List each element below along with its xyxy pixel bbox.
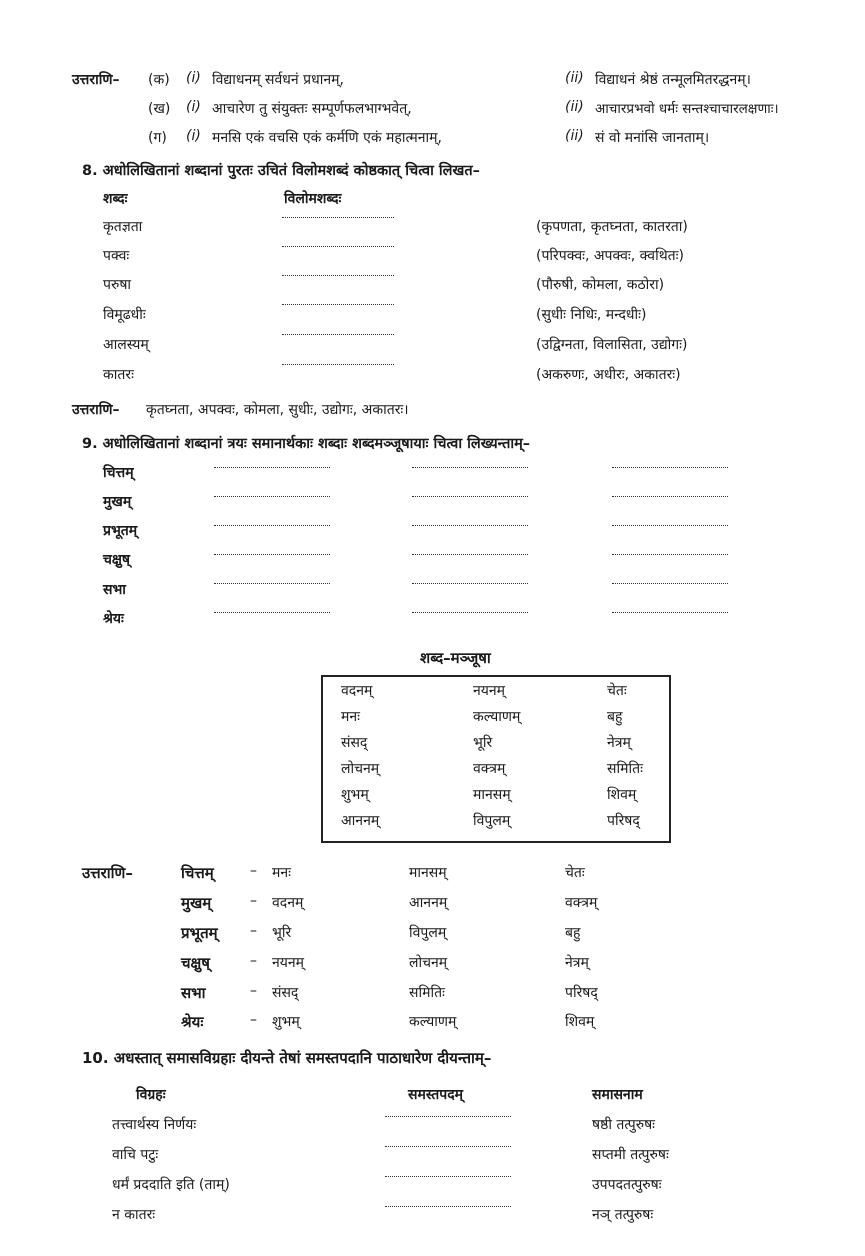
word-box-cell: विपुलम्	[473, 813, 511, 829]
answer-mark: (ख)	[148, 101, 171, 117]
q9-answer-c: चेतः	[565, 865, 585, 881]
answer-text: आचारप्रभवो धर्मः सन्तश्चाचारलक्षणाः।	[595, 101, 779, 117]
q9-answer-a: शुभम्	[272, 1014, 300, 1030]
q9-answer-word: मुखम्	[181, 894, 212, 912]
q9-blank[interactable]	[612, 495, 728, 497]
q8-col-word: शब्दः	[103, 191, 128, 207]
answer-mark: (ग)	[148, 130, 167, 146]
q8-word: आलस्यम्	[103, 337, 149, 353]
q9-blank[interactable]	[612, 553, 728, 555]
q9-answer-c: परिषद्	[565, 985, 598, 1001]
q9-answer-word: श्रेयः	[181, 1013, 204, 1031]
answer-text: मनसि एकं वचसि एकं कर्मणि एकं महात्मनाम्,	[212, 130, 443, 146]
q10-col-vigraha: विग्रहः	[136, 1087, 166, 1103]
answer-text: सं वो मनांसि जानताम्।	[595, 130, 710, 146]
q9-word: प्रभूतम्	[103, 523, 138, 539]
q9-blank[interactable]	[612, 524, 728, 526]
q8-answer-blank[interactable]	[282, 245, 394, 247]
q9-blank[interactable]	[412, 553, 528, 555]
q8-word: परुषा	[103, 277, 132, 293]
q9-answer-b: विपुलम्	[409, 925, 447, 941]
q9-answer-a: संसद्	[272, 985, 299, 1001]
answer-ii: (ii)	[565, 70, 584, 86]
q9-word: सभा	[103, 582, 126, 598]
q8-word: विमूढधीः	[103, 307, 146, 323]
q10-samasa-name: सप्तमी तत्पुरुषः	[592, 1147, 669, 1163]
q8-word: कृतज्ञता	[103, 219, 143, 235]
q9-blank[interactable]	[214, 524, 330, 526]
q10-blank[interactable]	[385, 1205, 511, 1207]
word-box-cell: शिवम्	[607, 787, 637, 803]
answer-text: विद्याधनम् सर्वधनं प्रधानम्,	[212, 72, 344, 88]
q8-answer-blank[interactable]	[282, 216, 394, 218]
q9-answer-word: चित्तम्	[181, 864, 214, 882]
answer-text: आचारेण तु संयुक्तः सम्पूर्णफलभाग्भवेत्,	[212, 101, 412, 117]
word-box-cell: आननम्	[341, 813, 380, 829]
q9-blank[interactable]	[612, 611, 728, 613]
q8-word: पक्वः	[103, 248, 130, 264]
q9-word: मुखम्	[103, 494, 132, 510]
q8-answer-text: कृतघ्नता, अपक्वः, कोमला, सुधीः, उद्योगः, अकातरः।	[146, 402, 409, 418]
q9-blank[interactable]	[412, 582, 528, 584]
word-box-cell: बहु	[607, 709, 623, 725]
q8-options: (परिपक्वः, अपक्वः, क्वथितः)	[536, 248, 684, 264]
q9-heading: 9. अधोलिखितानां शब्दानां त्रयः समानार्थकाः शब्दाः शब्दमञ्जूषायाः चित्वा लिख्यन्ताम्–	[82, 436, 531, 452]
q9-answer-dash: –	[250, 923, 257, 939]
q9-word: चक्षुष्	[103, 552, 131, 568]
q10-samasa-name: नञ् तत्पुरुषः	[592, 1207, 654, 1223]
q9-blank[interactable]	[214, 495, 330, 497]
word-box-cell: समितिः	[607, 761, 643, 777]
q9-answer-a: भूरि	[272, 925, 292, 941]
q8-options: (अकरुणः, अधीरः, अकातरः)	[536, 367, 681, 383]
q9-word: श्रेयः	[103, 611, 124, 627]
q10-samasa-name: उपपदतत्पुरुषः	[592, 1177, 662, 1193]
q8-options: (पौरुषी, कोमला, कठोरा)	[536, 277, 665, 293]
q9-blank[interactable]	[612, 582, 728, 584]
q9-answer-a: मनः	[272, 865, 291, 881]
word-box-cell: मनः	[341, 709, 360, 725]
q9-blank[interactable]	[412, 495, 528, 497]
q9-answer-c: बहु	[565, 925, 581, 941]
q9-answer-c: शिवम्	[565, 1014, 595, 1030]
q9-blank[interactable]	[214, 611, 330, 613]
q9-answer-b: समितिः	[409, 985, 445, 1001]
q8-heading: 8. अधोलिखितानां शब्दानां पुरतः उचितं विलोमशब्दं कोष्ठकात् चित्वा लिखत–	[82, 163, 480, 179]
q10-vigraha: वाचि पटुः	[112, 1147, 159, 1163]
q10-blank[interactable]	[385, 1115, 511, 1117]
word-box-cell: लोचनम्	[341, 761, 380, 777]
word-box	[321, 675, 671, 843]
q9-answer-word: प्रभूतम्	[181, 924, 218, 942]
answer-text: विद्याधनं श्रेष्ठं तन्मूलमितरद्धनम्।	[595, 72, 751, 88]
answer-ii: (ii)	[565, 128, 584, 144]
q9-blank[interactable]	[412, 524, 528, 526]
q8-options: (सुधीः निधिः, मन्दधीः)	[536, 307, 647, 323]
q10-blank[interactable]	[385, 1145, 511, 1147]
q9-answer-a: वदनम्	[272, 895, 304, 911]
q9-answer-a: नयनम्	[272, 955, 305, 971]
q9-answer-dash: –	[250, 953, 257, 969]
q9-answer-dash: –	[250, 893, 257, 909]
q9-blank[interactable]	[612, 466, 728, 468]
q10-col-samastapada: समस्तपदम्	[408, 1087, 464, 1103]
q9-answer-c: नेत्रम्	[565, 955, 589, 971]
answer-ii: (ii)	[565, 99, 584, 115]
q10-blank[interactable]	[385, 1175, 511, 1177]
q10-vigraha: तत्त्वार्थस्य निर्णयः	[112, 1117, 197, 1133]
q10-vigraha: धर्मं प्रददाति इति (ताम्)	[112, 1177, 230, 1193]
q9-answer-b: आननम्	[409, 895, 448, 911]
q9-answer-c: वक्त्रम्	[565, 895, 598, 911]
q10-samasa-name: षष्ठी तत्पुरुषः	[592, 1117, 655, 1133]
q9-answer-b: मानसम्	[409, 865, 447, 881]
word-box-cell: कल्याणम्	[473, 709, 521, 725]
q9-answer-dash: –	[250, 1012, 257, 1028]
q8-col-opposite: विलोमशब्दः	[284, 191, 342, 207]
q9-word: चित्तम्	[103, 465, 134, 481]
q9-answer-dash: –	[250, 863, 257, 879]
q10-heading: 10. अधस्तात् समासविग्रहाः दीयन्ते तेषां समस्तपदानि पाठाधारेण दीयन्ताम्–	[82, 1049, 492, 1067]
q9-answer-label: उत्तराणि–	[82, 864, 133, 882]
q8-answer-blank[interactable]	[282, 333, 394, 335]
q10-vigraha: न कातरः	[112, 1207, 156, 1223]
answer-i: (i)	[186, 99, 201, 115]
q9-blank[interactable]	[412, 611, 528, 613]
q9-blank[interactable]	[412, 466, 528, 468]
q8-answer-blank[interactable]	[282, 303, 394, 305]
q9-answer-b: कल्याणम्	[409, 1014, 457, 1030]
q9-blank[interactable]	[214, 466, 330, 468]
q8-options: (कृपणता, कृतघ्नता, कातरता)	[536, 219, 688, 235]
answer-mark: (क)	[148, 72, 170, 88]
q9-answer-b: लोचनम्	[409, 955, 448, 971]
q9-blank[interactable]	[214, 582, 330, 584]
answer-i: (i)	[186, 70, 201, 86]
word-box-cell: चेतः	[607, 683, 627, 699]
q9-blank[interactable]	[214, 553, 330, 555]
q8-options: (उद्विग्नता, विलासिता, उद्योगः)	[536, 337, 688, 353]
q8-answer-label: उत्तराणि–	[72, 402, 120, 418]
q8-answer-blank[interactable]	[282, 274, 394, 276]
word-box-cell: नयनम्	[473, 683, 506, 699]
word-box-cell: वदनम्	[341, 683, 373, 699]
word-box-title: शब्द–मञ्जूषा	[420, 649, 491, 667]
q9-answer-word: चक्षुष्	[181, 954, 210, 972]
q9-answer-word: सभा	[181, 984, 206, 1002]
word-box-cell: शुभम्	[341, 787, 369, 803]
word-box-cell: संसद्	[341, 735, 368, 751]
q10-col-samasanama: समासनाम	[592, 1087, 643, 1103]
answer-i: (i)	[186, 128, 201, 144]
q8-answer-blank[interactable]	[282, 363, 394, 365]
word-box-cell: परिषद्	[607, 813, 640, 829]
word-box-cell: मानसम्	[473, 787, 511, 803]
q9-answer-dash: –	[250, 983, 257, 999]
word-box-cell: भूरि	[473, 735, 493, 751]
word-box-cell: नेत्रम्	[607, 735, 631, 751]
answers-label: उत्तराणि–	[72, 72, 120, 88]
q8-word: कातरः	[103, 367, 134, 383]
word-box-cell: वक्त्रम्	[473, 761, 506, 777]
